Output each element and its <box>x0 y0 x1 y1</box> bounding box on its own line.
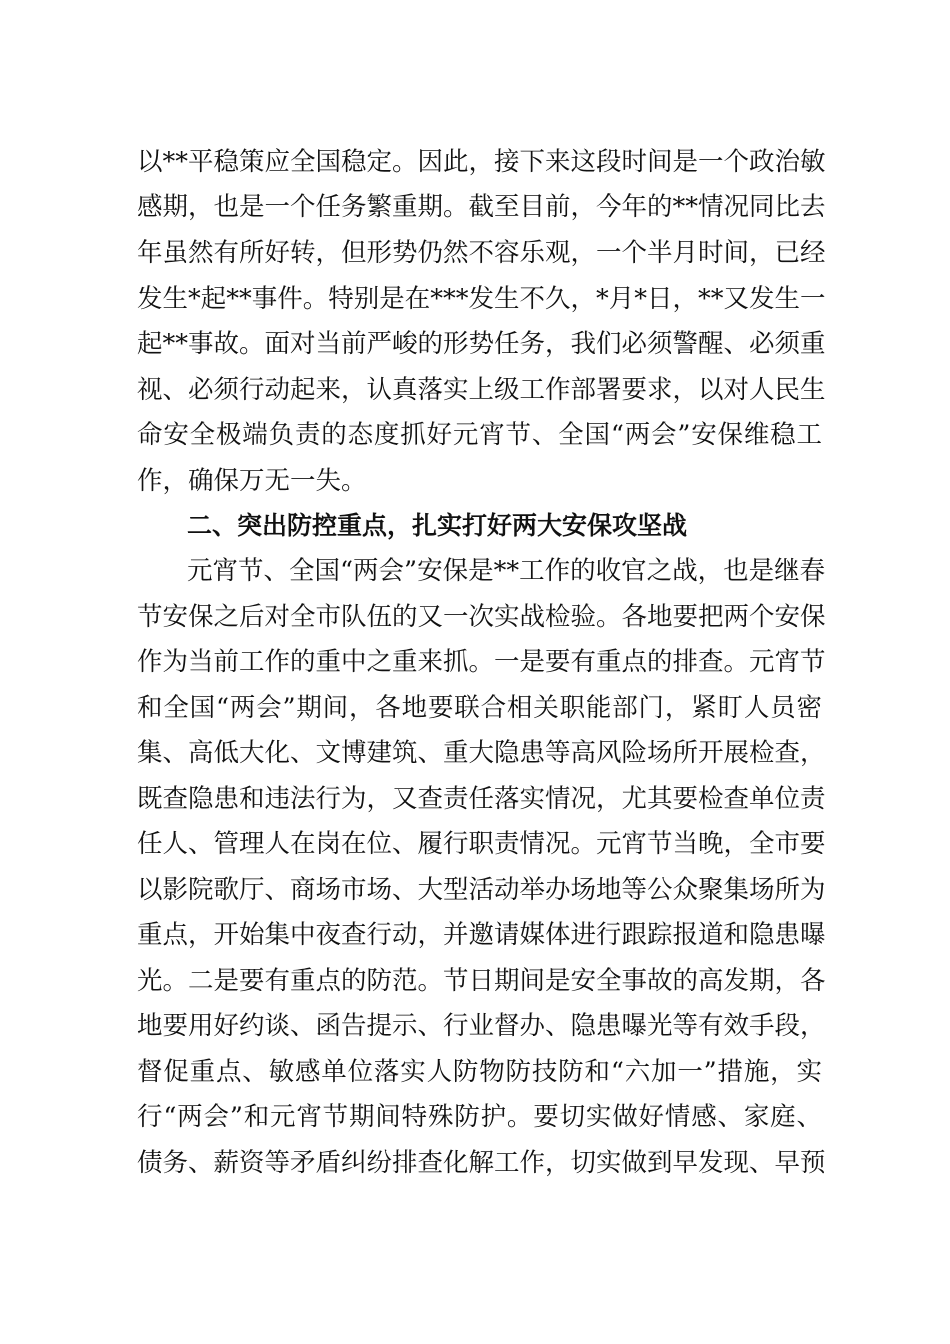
paragraph-line: 以**平稳策应全国稳定。因此，接下来这段时间是一个政治敏 <box>137 147 826 177</box>
paragraph-line: 既查隐患和违法行为，又查责任落实情况，尤其要检查单位责 <box>137 784 826 814</box>
paragraph-line: 起**事故。面对当前严峻的形势任务，我们必须警醒、必须重 <box>137 329 826 359</box>
paragraph-line: 重点，开始集中夜查行动，并邀请媒体进行跟踪报道和隐患曝 <box>137 920 826 950</box>
paragraph-line: 命安全极端负责的态度抓好元宵节、全国“两会”安保维稳工 <box>137 420 822 450</box>
paragraph-line: 地要用好约谈、函告提示、行业督办、隐患曝光等有效手段， <box>137 1011 826 1041</box>
paragraph-line: 视、必须行动起来，认真落实上级工作部署要求，以对人民生 <box>137 375 826 405</box>
paragraph-line: 元宵节、全国“两会”安保是**工作的收官之战，也是继春 <box>187 556 826 586</box>
paragraph-line: 任人、管理人在岗在位、履行职责情况。元宵节当晚，全市要 <box>137 829 826 859</box>
paragraph-line: 节安保之后对全市队伍的又一次实战检验。各地要把两个安保 <box>137 602 826 632</box>
paragraph-line: 年虽然有所好转，但形势仍然不容乐观，一个半月时间，已经 <box>137 238 826 268</box>
paragraph-line: 作，确保万无一失。 <box>137 466 367 496</box>
paragraph-line: 债务、薪资等矛盾纠纷排查化解工作，切实做到早发现、早预 <box>137 1148 826 1178</box>
paragraph-line: 作为当前工作的重中之重来抓。一是要有重点的排查。元宵节 <box>137 647 826 677</box>
paragraph-line: 督促重点、敏感单位落实人防物防技防和“六加一”措施，实 <box>137 1057 822 1087</box>
paragraph-line: 行“两会”和元宵节期间特殊防护。要切实做好情感、家庭、 <box>137 1102 822 1132</box>
section-heading: 二、突出防控重点，扎实打好两大安保攻坚战 <box>187 511 688 540</box>
paragraph-line: 和全国“两会”期间，各地要联合相关职能部门，紧盯人员密 <box>137 693 822 723</box>
paragraph-line: 光。二是要有重点的防范。节日期间是安全事故的高发期，各 <box>137 966 826 996</box>
paragraph-line: 集、高低大化、文博建筑、重大隐患等高风险场所开展检查， <box>137 738 826 768</box>
paragraph-line: 感期，也是一个任务繁重期。截至目前，今年的**情况同比去 <box>137 192 826 222</box>
paragraph-line: 发生*起**事件。特别是在***发生不久，*月*日，**又发生一 <box>137 284 826 314</box>
paragraph-line: 以影院歌厅、商场市场、大型活动举办场地等公众聚集场所为 <box>137 875 826 905</box>
